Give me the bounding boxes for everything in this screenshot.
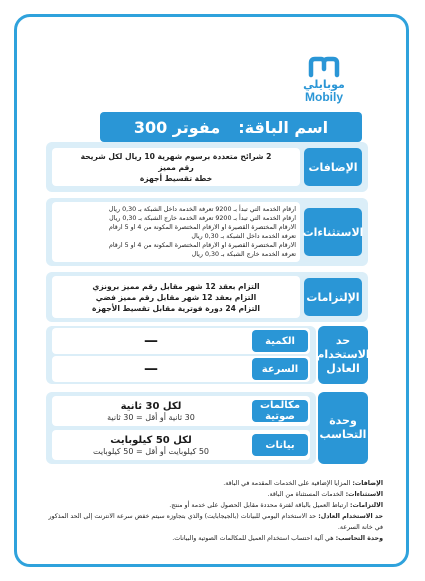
commitments-label: الإلتزامات: [304, 278, 362, 316]
exceptions-content: [52, 202, 300, 262]
footnote: [40, 478, 383, 489]
speed-value: —: [144, 361, 158, 377]
brand-name-en: Mobily: [305, 90, 343, 104]
footnote-term: حد الاستخدام العادل:: [318, 513, 383, 520]
fair-use-row-quantity: [52, 328, 310, 354]
additions-label: الإضافات: [304, 148, 362, 186]
commitments-section: [46, 272, 368, 322]
additions-section: [46, 142, 368, 192]
fair-use-section: [46, 326, 368, 384]
footnote-term: الإضافات:: [352, 480, 383, 487]
footnote-text: هي آلية احتساب استخدام العميل للمكالمات الصوتية والبيانات.: [172, 535, 334, 542]
additions-content: [52, 148, 300, 186]
brand-name-ar: موبايلي: [303, 78, 345, 91]
billing-row-voice: [52, 396, 310, 426]
footnote-text: ارتباط العميل بالباقة لفترة محددة مقابل الحصول على خدمة أو منتج.: [169, 502, 349, 509]
commitments-line: التزام بعقد 12 شهر مقابل رقم مميز برونزي: [92, 281, 260, 291]
fair-use-row-speed: [52, 356, 310, 382]
speed-label: السرعة: [252, 358, 308, 380]
data-sub: 50 كيلوبايت أو أقل = 50 كيلوبايت: [92, 446, 210, 456]
exceptions-line: تعرفة الخدمة داخل الشبكة بـ 0,30 ريال: [191, 233, 296, 240]
footnote-term: الالتزامات:: [350, 502, 383, 509]
voice-calls-value: [56, 396, 246, 426]
billing-row-data: [52, 430, 310, 460]
voice-calls-sub: 30 ثانية أو أقل = 30 ثانية: [107, 412, 195, 422]
footnote-text: الخدمات المستثناة من الباقة.: [267, 491, 344, 498]
additions-line: خطة تقسيط أجهزة: [139, 173, 213, 183]
exceptions-line: ارقام الخدمة التي تبدأ بـ 9200 تعرفة الخدمة خارج الشبكة بـ 0,30 ريال: [109, 215, 296, 222]
exceptions-line: تعرفة الخدمة خارج الشبكة بـ 0,30 ريال: [191, 251, 296, 258]
data-value: [56, 430, 246, 460]
footnote-text: المزايا الإضافية على الخدمات المقدمة في الباقة.: [223, 480, 351, 487]
footnotes: [40, 478, 383, 544]
data-label: بيانات: [252, 434, 308, 456]
footnote-term: الاستثناءات:: [345, 491, 383, 498]
commitments-line: التزام 24 دورة فوترية مقابل تقسيط الأجهزة: [91, 303, 260, 313]
voice-calls-label: مكالمات صوتية: [252, 400, 308, 422]
package-title-value: مفوتر 300: [133, 117, 221, 137]
footnote: [40, 511, 383, 533]
fair-use-label: حد الاستخدام العادل: [318, 326, 368, 384]
quantity-label: الكمية: [252, 330, 308, 352]
exceptions-section: [46, 198, 368, 266]
mobily-logo: [284, 55, 364, 113]
footnote: [40, 533, 383, 544]
footnote-term: وحدة التحاسب:: [335, 535, 383, 542]
commitments-content: [52, 276, 300, 318]
exceptions-label: الاستثناءات: [304, 208, 362, 256]
exceptions-line: ارقام الخدمة التي تبدأ بـ 9200 تعرفة الخدمة داخل الشبكة بـ 0,30 ريال: [108, 206, 296, 213]
additions-line: رقم مميز: [158, 162, 194, 172]
package-title-label: اسم الباقة:: [238, 117, 329, 137]
commitments-line: التزام بعقد 12 شهر مقابل رقم مميز فضي: [95, 292, 257, 302]
exceptions-line: الارقام المختصرة القصيرة او الارقام المختصرة المكونة من 4 او 5 ارقام: [108, 242, 296, 249]
exceptions-line: الارقام المختصرة القصيرة او الارقام المختصرة المكونة من 4 او 5 ارقام: [108, 224, 296, 231]
footnote: [40, 489, 383, 500]
footnote-text: حد الاستخدام اليومي للبيانات (بالجيجابايت) والذي بتجاوزه سيتم خفض سرعة الانترنت إلى الحد المذكور في خانة السرعة.: [48, 513, 383, 531]
footnote: [40, 500, 383, 511]
voice-calls-main: لكل 30 ثانية: [120, 400, 182, 412]
billing-unit-section: [46, 392, 368, 464]
additions-line: 2 شرائح متعددة برسوم شهرية 10 ريال لكل شريحة: [80, 151, 272, 161]
package-title: [100, 112, 362, 142]
quantity-value: —: [144, 333, 158, 349]
billing-unit-label: وحدة التحاسب: [318, 392, 368, 464]
mobily-logo-icon: [307, 55, 341, 79]
data-main: لكل 50 كيلوبايت: [110, 434, 192, 446]
